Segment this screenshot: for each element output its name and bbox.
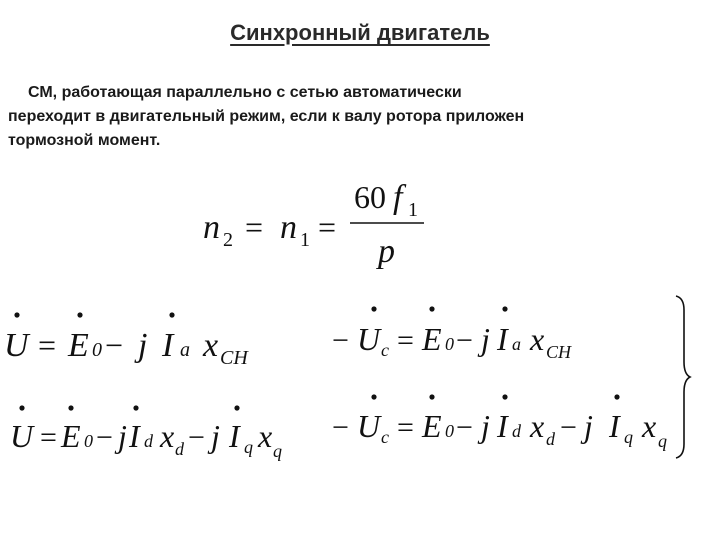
eq-right-2-i-2: I <box>609 408 620 444</box>
eq-right-2-j-1: j <box>481 408 490 444</box>
eq-right-2-minus-1: − <box>456 411 473 444</box>
phasor-dot-u <box>371 306 376 311</box>
eq-right-2-x-1-subscript: d <box>546 429 555 449</box>
eq-right-2-u-subscript: c <box>381 427 389 447</box>
equation-right-1 <box>332 306 572 362</box>
eq-right-1-j: j <box>481 321 490 357</box>
phasor-dot-e <box>68 405 73 410</box>
eq-right-2-i-2-subscript: q <box>624 427 633 447</box>
equation-left-1 <box>4 312 249 369</box>
eq-left-1-e: E <box>68 327 89 364</box>
eq-right-2-e-subscript: 0 <box>445 421 454 441</box>
formula-equals-2: = <box>318 209 337 245</box>
eq-left-1-equals: = <box>38 327 57 363</box>
eq-right-2-minus-2: − <box>560 411 577 444</box>
formula-numerator-f: f <box>393 179 403 216</box>
eq-left-2-j-1: j <box>118 418 127 454</box>
eq-left-2-i-2-subscript: q <box>244 437 253 457</box>
eq-right-1-e: E <box>422 321 442 357</box>
formula-n2-subscript: 2 <box>223 229 233 251</box>
phasor-dot-u <box>19 405 24 410</box>
eq-left-2-e-subscript: 0 <box>84 431 93 451</box>
eq-left-2-j-2: j <box>211 418 220 454</box>
eq-left-2-minus-1: − <box>96 421 113 454</box>
formula-numerator-f-subscript: 1 <box>408 199 418 221</box>
eq-right-2-x-2: x <box>642 408 657 444</box>
eq-left-2-i-1-subscript: d <box>144 431 153 451</box>
eq-left-1-i: I <box>162 327 174 364</box>
paragraph-line-3: тормозной момент. <box>8 132 161 149</box>
formula-n1-subscript: 1 <box>300 229 310 251</box>
formula-equals-1: = <box>245 209 264 245</box>
formula-n1: n <box>280 209 297 246</box>
phasor-dot-i <box>169 312 174 317</box>
eq-right-1-e-subscript: 0 <box>445 334 454 354</box>
eq-right-1-minus: − <box>456 324 473 357</box>
phasor-dot-e <box>77 312 82 317</box>
phasor-dot-u <box>371 394 376 399</box>
eq-left-2-x-2: x <box>258 418 273 454</box>
system-brace <box>676 296 690 458</box>
eq-right-1-u-subscript: c <box>381 340 389 360</box>
eq-left-2-x-1: x <box>160 418 175 454</box>
eq-left-2-x-1-subscript: d <box>175 439 184 459</box>
eq-left-1-x: x <box>203 327 219 364</box>
paragraph-line-2: переходит в двигательный режим, если к валу ротора приложен <box>8 108 525 125</box>
eq-right-2-x-2-subscript: q <box>658 431 667 451</box>
eq-right-2-u: U <box>357 408 381 444</box>
eq-left-1-x-subscript: CH <box>220 347 248 369</box>
eq-right-1-u: U <box>357 321 381 357</box>
formula-denominator: p <box>378 233 395 270</box>
eq-left-2-u: U <box>10 418 34 454</box>
eq-right-2-negation: − <box>332 411 349 444</box>
eq-right-2-e: E <box>422 408 442 444</box>
eq-right-1-x-subscript: CH <box>546 342 572 362</box>
eq-left-1-u: U <box>4 327 29 364</box>
slide-title: Синхронный двигатель <box>230 20 490 45</box>
eq-right-1-equals: = <box>397 324 414 357</box>
phasor-dot-i-q <box>234 405 239 410</box>
eq-right-2-equals: = <box>397 411 414 444</box>
formula-n2: n <box>203 209 220 246</box>
phasor-dot-i <box>502 306 507 311</box>
eq-right-1-negation: − <box>332 324 349 357</box>
eq-right-1-x: x <box>530 321 545 357</box>
eq-left-2-e: E <box>61 418 81 454</box>
formula-numerator-coefficient: 60 <box>354 179 386 215</box>
eq-right-1-i-subscript: a <box>512 334 521 354</box>
phasor-dot-e <box>429 306 434 311</box>
eq-left-2-minus-2: − <box>188 421 205 454</box>
eq-left-1-minus: − <box>105 327 124 363</box>
eq-right-2-i-1: I <box>497 408 508 444</box>
formula-speed <box>203 179 424 270</box>
eq-left-2-i-2: I <box>229 418 240 454</box>
eq-right-2-i-1-subscript: d <box>512 421 521 441</box>
equation-left-2 <box>10 405 282 461</box>
eq-left-2-i-1: I <box>129 418 140 454</box>
phasor-dot-i-d <box>502 394 507 399</box>
eq-right-2-x-1: x <box>530 408 545 444</box>
eq-left-2-equals: = <box>40 421 57 454</box>
eq-left-2-x-2-subscript: q <box>273 441 282 461</box>
eq-left-1-j: j <box>138 327 148 364</box>
eq-right-1-i: I <box>497 321 508 357</box>
phasor-dot-i-q <box>614 394 619 399</box>
paragraph-line-1: СМ, работающая параллельно с сетью автоматически <box>28 84 462 101</box>
eq-left-1-e-subscript: 0 <box>92 339 102 361</box>
phasor-dot-e <box>429 394 434 399</box>
phasor-dot-u <box>14 312 19 317</box>
phasor-dot-i-d <box>133 405 138 410</box>
eq-right-2-j-2: j <box>584 408 593 444</box>
eq-left-1-i-subscript: a <box>180 339 190 361</box>
equation-right-2 <box>332 394 667 451</box>
